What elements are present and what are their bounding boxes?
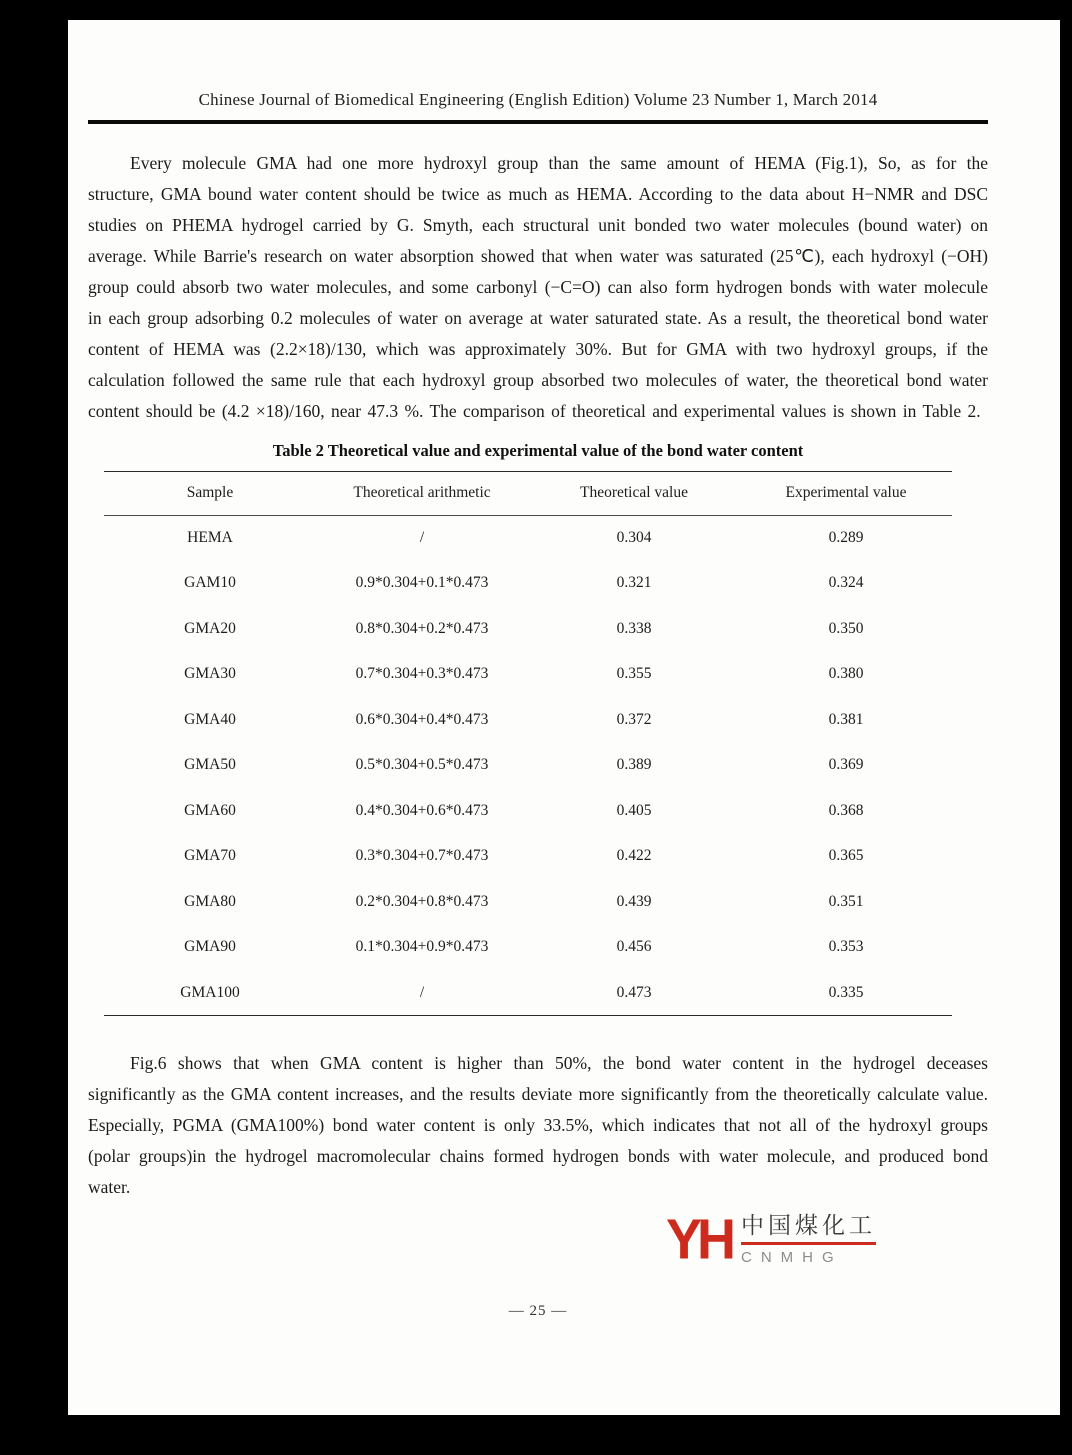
table-row (104, 879, 952, 925)
table-cell: 0.389 (616, 756, 652, 774)
table-cell: GMA60 (184, 801, 236, 819)
table-cell: GMA50 (184, 756, 236, 774)
table-cell: GMA100 (180, 983, 240, 1001)
table-cell: 0.289 (828, 529, 864, 547)
table-cell: / (419, 529, 425, 547)
table-cell: 0.6*0.304+0.4*0.473 (355, 710, 489, 728)
table-cell: 0.1*0.304+0.9*0.473 (355, 938, 489, 956)
paragraph-2: Fig.6 shows that when GMA content is higher than 50%, the bond water content in the hydrogel deceases significantly as the GMA content increases, and the results deviate more significantly from the theoretically calculate value. Especially, PGMA (GMA100%) bond water content is only 33.5%, which indicates that not all of the hydroxyl groups (polar groups)in the hydrogel macromolecular chains formed hydrogen bonds with water molecule, and produced bond water. (88, 1053, 988, 1198)
table-row (104, 697, 952, 743)
table-cell: 0.321 (616, 574, 652, 592)
table-header-cell: Theoretical value (579, 484, 688, 502)
table-cell: 0.380 (828, 665, 864, 683)
table-row (104, 743, 952, 789)
logo-underline (741, 1242, 876, 1245)
table-cell: 0.304 (616, 529, 652, 547)
table-cell: GMA30 (184, 665, 236, 683)
table-cell: 0.355 (616, 665, 652, 683)
table-cell: 0.381 (828, 710, 864, 728)
table-cell: GMA90 (184, 938, 236, 956)
table-cell: 0.422 (616, 847, 652, 865)
table-cell: 0.368 (828, 801, 864, 819)
table-body (104, 515, 952, 1016)
logo (88, 1208, 988, 1272)
table-cell: 0.5*0.304+0.5*0.473 (355, 756, 489, 774)
table-cell: 0.372 (616, 710, 652, 728)
table-cell: 0.338 (616, 619, 652, 637)
table-row (104, 606, 952, 652)
table-cell: 0.351 (828, 892, 864, 910)
table-cell: 0.3*0.304+0.7*0.473 (355, 847, 489, 865)
table-row (104, 561, 952, 607)
table-caption: Table 2 Theoretical value and experimental value of the bond water content (272, 440, 804, 460)
table-cell: 0.324 (828, 574, 864, 592)
logo-chinese-name: 中国煤化工 (741, 1213, 876, 1239)
table-cell: GMA40 (184, 710, 236, 728)
table-head (104, 471, 952, 515)
table-cell: / (419, 983, 425, 1001)
table-cell: 0.473 (616, 983, 652, 1001)
table-row (104, 970, 952, 1016)
table-cell: 0.353 (828, 938, 864, 956)
table-cell: 0.8*0.304+0.2*0.473 (355, 619, 489, 637)
table-cell: 0.335 (828, 983, 864, 1001)
table-cell: HEMA (187, 529, 233, 547)
table-row (104, 652, 952, 698)
table-header-cell: Experimental value (785, 484, 907, 502)
table-row (104, 925, 952, 971)
table-cell: GMA80 (184, 892, 236, 910)
logo-latin-name: CNMHG (741, 1249, 843, 1267)
cnmhg-logo-icon: YH (665, 1208, 731, 1272)
table-cell: 0.7*0.304+0.3*0.473 (355, 665, 489, 683)
table-cell: 0.365 (828, 847, 864, 865)
table-row (104, 834, 952, 880)
table-cell: 0.456 (616, 938, 652, 956)
table-cell: GMA70 (184, 847, 236, 865)
table-cell: 0.2*0.304+0.8*0.473 (355, 892, 489, 910)
table-row (104, 515, 952, 561)
table-cell: 0.350 (828, 619, 864, 637)
table-cell: 0.9*0.304+0.1*0.473 (355, 574, 489, 592)
table-header-cell: Theoretical arithmetic (353, 484, 491, 502)
table-cell: GMA20 (184, 619, 236, 637)
bond-water-table (104, 471, 952, 1017)
table-cell: GAM10 (184, 574, 236, 592)
page-content (68, 90, 1060, 1320)
table-header-row (104, 471, 952, 515)
table-cell: 0.405 (616, 801, 652, 819)
table-cell: 0.439 (616, 892, 652, 910)
header-divider (88, 120, 988, 124)
journal-header: Chinese Journal of Biomedical Engineering (English Edition) Volume 23 Number 1, March 2014 (198, 90, 878, 109)
document-page (68, 20, 1060, 1415)
page-number: — 25 — (508, 1303, 568, 1320)
table-cell: 0.4*0.304+0.6*0.473 (355, 801, 489, 819)
paragraph-1: Every molecule GMA had one more hydroxyl group than the same amount of HEMA (Fig.1), So, as for the structure, GMA bound water content should be twice as much as HEMA. According to the data about H−NMR and DSC studies on PHEMA hydrogel carried by G. Smyth, each structural unit bonded two water molecules (bound water) on average. While Barrie's research on water absorption showed that when water was saturated (25℃), each hydroxyl (−OH) group could absorb two water molecules, and some carbonyl (−C=O) can also form hydrogen bonds with water molecule in each group adsorbing 0.2 molecules of water on average at water saturated state. As a result, the theoretical bond water content of HEMA was (2.2×18)/130, which was approximately 30%. But for GMA with two hydroxyl groups, if the calculation followed the same rule that each hydroxyl group absorbed two molecules of water, the theoretical bond water content should be (4.2 ×18)/160, near 47.3 %. The comparison of theoretical and experimental values is shown in Table 2. (88, 153, 988, 421)
table-cell: 0.369 (828, 756, 864, 774)
table-header-cell: Sample (186, 484, 234, 502)
logo-text-block (741, 1212, 876, 1268)
table-row (104, 788, 952, 834)
